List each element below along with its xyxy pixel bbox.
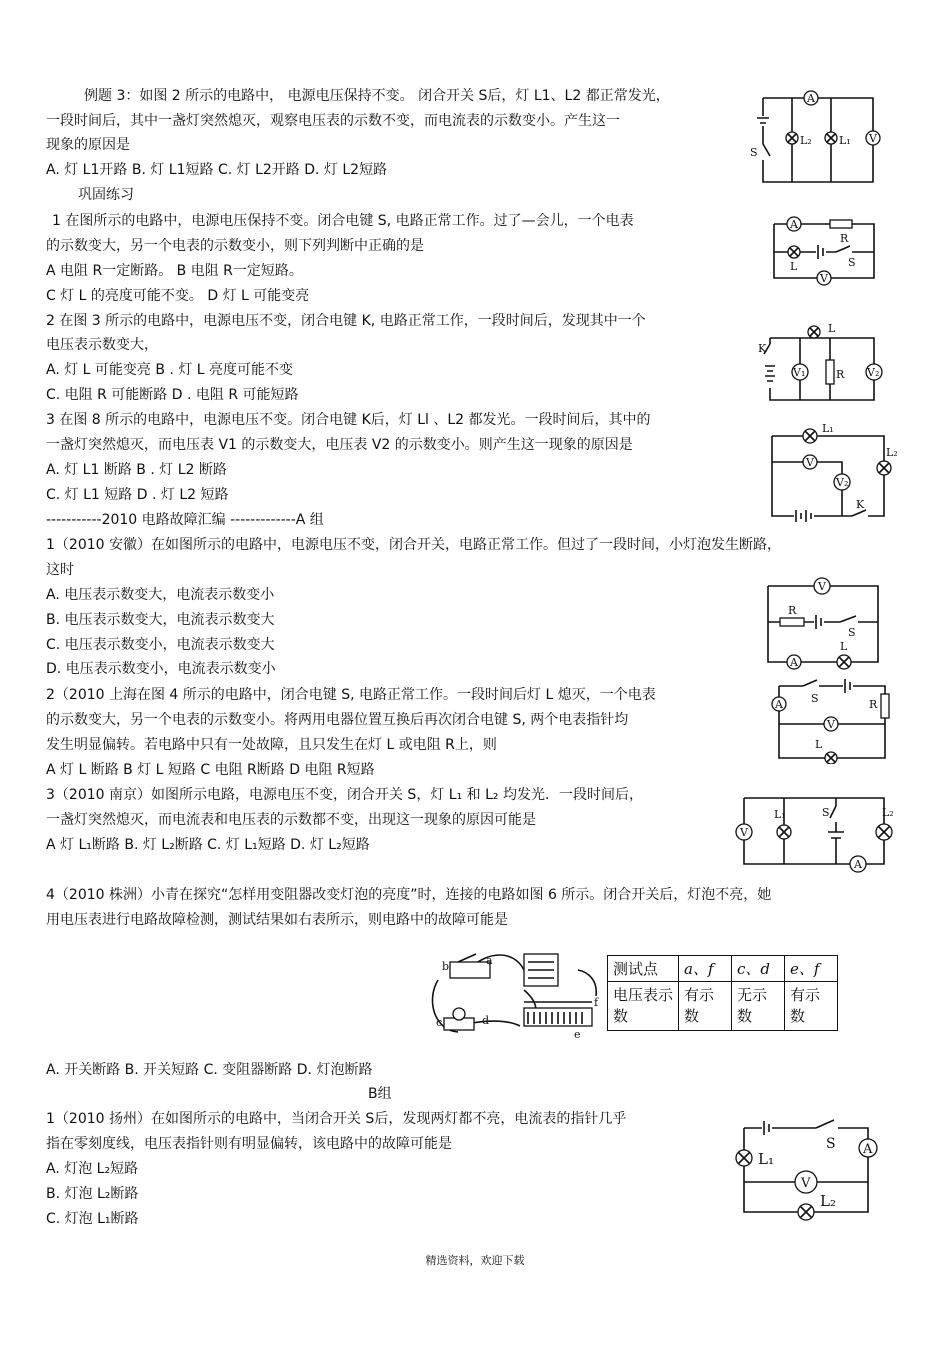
- circuit-diagram-a2: [765, 676, 895, 764]
- practice1-options-ab: A 电阻 R一定断路。 B 电阻 R一定短路。: [46, 263, 303, 279]
- circuit-diagram-a1: [760, 574, 886, 670]
- switch-label: S: [848, 626, 856, 639]
- table-row-label: 电压表示数: [608, 982, 679, 1031]
- ammeter-label: A: [790, 218, 798, 231]
- practice1-line1: 1 在图所示的电路中，电源电压保持不变。闭合电键 S, 电路正常工作。过了—会儿，一个电表: [52, 213, 634, 229]
- bulb-label: L₁: [822, 422, 834, 435]
- a1-line2: 这时: [46, 562, 74, 578]
- resistor-icon: [826, 360, 834, 384]
- voltmeter-label: V: [740, 826, 748, 839]
- ammeter-label: A: [863, 1142, 873, 1157]
- resistor-label: R: [840, 232, 849, 245]
- a2-line3: 发生明显偏转。若电路中只有一处故障，且只发生在灯 L 或电阻 R上，则: [46, 737, 497, 753]
- voltmeter-label: V₁: [793, 366, 806, 379]
- practice3-line2: 一盏灯突然熄灭，而电压表 V1 的示数变大，电压表 V2 的示数变小。则产生这一现象的原因是: [46, 437, 633, 453]
- circuit-photo-a4: [428, 940, 606, 1040]
- bulb-label: L₁: [839, 134, 851, 147]
- page-footer: 精选资料，欢迎下载: [425, 1254, 525, 1267]
- bulb-label: L: [790, 260, 798, 273]
- circuit-diagram-b1: [728, 1112, 888, 1224]
- bulb-label: L₂: [820, 1192, 836, 1210]
- ammeter-label: A: [775, 698, 783, 711]
- example3-line3: 现象的原因是: [46, 137, 130, 153]
- voltmeter-label: V₂: [836, 476, 849, 489]
- point-d-label: d: [482, 1014, 490, 1027]
- a1-option-b: B. 电压表示数变大，电流表示数变大: [46, 612, 275, 628]
- section-a-heading: -----------2010 电路故障汇编 -------------A 组: [46, 512, 324, 528]
- resistor-icon: [830, 220, 852, 228]
- table-header-cell: e、f: [785, 956, 838, 982]
- example3-line2: 一段时间后，其中一盏灯突然熄灭，观察电压表的示数不变，而电流表的示数变小。产生这一: [46, 113, 620, 129]
- resistor-icon: [780, 618, 804, 626]
- bulb-label: L: [815, 738, 823, 751]
- voltmeter-label: V: [869, 132, 877, 145]
- switch-icon: [450, 962, 490, 978]
- voltmeter-label: V: [801, 1176, 811, 1191]
- table-cell: 无示数: [732, 982, 785, 1031]
- point-e-label: e: [574, 1028, 581, 1040]
- bulb-label: L: [828, 322, 836, 335]
- voltmeter-label: V: [820, 272, 828, 285]
- a1-option-c: C. 电压表示数变小，电流表示数变大: [46, 637, 275, 653]
- table-header-cell: 测试点: [608, 956, 679, 982]
- switch-label: S: [811, 692, 819, 705]
- a2-line2: 的示数变大，另一个电表的示数变小。将两用电器位置互换后再次闭合电键 S, 两个电表指针均: [46, 712, 629, 728]
- switch-label: S: [848, 256, 856, 269]
- point-c-label: c: [436, 1016, 443, 1029]
- section-b-heading: B组: [368, 1086, 392, 1102]
- table-cell: 有示数: [785, 982, 838, 1031]
- practice2-line1: 2 在图 3 所示的电路中，电源电压不变，闭合电键 K, 电路正常工作，一段时间后，发现其中一个: [46, 313, 646, 329]
- a4-options: A. 开关断路 B. 开关短路 C. 变阻器断路 D. 灯泡断路: [46, 1062, 373, 1078]
- point-b-label: b: [442, 960, 450, 973]
- table-header-row: [608, 956, 838, 982]
- example3-line1: 例题 3：如图 2 所示的电路中， 电源电压保持不变。 闭合开关 S后，灯 L1、L2 都正常发光，: [84, 88, 670, 104]
- resistor-label: R: [788, 604, 797, 617]
- resistor-label: R: [869, 698, 878, 711]
- ammeter-label: A: [807, 92, 815, 105]
- bulb-label: L: [840, 640, 848, 653]
- practice3-line1: 3 在图 8 所示的电路中，电源电压不变。闭合电键 K后，灯 Ll 、L2 都发光。一段时间后，其中的: [46, 412, 651, 428]
- circuit-diagram-example3: [748, 88, 883, 188]
- point-a-label: a: [486, 954, 493, 967]
- table-header-cell: c、d: [732, 956, 785, 982]
- voltmeter-label: V: [827, 718, 835, 731]
- bulb-label: L₁: [758, 1150, 774, 1168]
- b1-option-c: C. 灯泡 L₁断路: [46, 1211, 139, 1227]
- b1-option-b: B. 灯泡 L₂断路: [46, 1186, 139, 1202]
- switch-label: S: [826, 1136, 836, 1152]
- switch-label: S: [822, 806, 830, 819]
- switch-label: S: [750, 146, 758, 159]
- a3-line2: 一盏灯突然熄灭，而电流表和电压表的示数都不变，出现这一现象的原因可能是: [46, 812, 536, 828]
- circuit-diagram-practice3: [764, 420, 904, 526]
- practice2-line2: 电压表示数变大，: [46, 337, 158, 353]
- practice1-options-cd: C 灯 L 的亮度可能不变。 D 灯 L 可能变亮: [46, 288, 310, 304]
- practice-heading: 巩固练习: [78, 187, 134, 203]
- practice2-options-ab: A. 灯 L 可能变亮 B . 灯 L 亮度可能不变: [46, 362, 294, 378]
- point-f-label: f: [594, 996, 599, 1009]
- a4-line2: 用电压表进行电路故障检测，测试结果如右表所示，则电路中的故障可能是: [46, 912, 508, 928]
- circuit-diagram-practice2: [756, 322, 886, 404]
- bulb-label: L₂: [800, 134, 812, 147]
- resistor-icon: [881, 694, 889, 718]
- bulb-label: L₂: [882, 806, 894, 819]
- a1-option-d: D. 电压表示数变小，电流表示数变小: [46, 661, 276, 677]
- a3-options: A 灯 L₁断路 B. 灯 L₂断路 C. 灯 L₁短路 D. 灯 L₂短路: [46, 837, 370, 853]
- switch-label: K: [856, 498, 865, 511]
- practice3-options-cd: C. 灯 L1 短路 D . 灯 L2 短路: [46, 487, 229, 503]
- voltmeter-label: V: [818, 580, 826, 593]
- a3-line1: 3（2010 南京）如图所示电路，电源电压不变，闭合开关 S，灯 L₁ 和 L₂ 均发光．一段时间后，: [46, 787, 643, 803]
- a2-line1: 2（2010 上海在图 4 所示的电路中，闭合电键 S, 电路正常工作。一段时间后灯 L 熄灭，一个电表: [46, 687, 656, 703]
- resistor-label: R: [836, 368, 845, 381]
- circuit-diagram-a3: [734, 792, 904, 874]
- table-cell: 有示数: [679, 982, 732, 1031]
- voltmeter-label: V₂: [867, 366, 880, 379]
- a1-line1: 1（2010 安徽）在如图所示的电路中，电源电压不变，闭合开关，电路正常工作。但过了一段时间，小灯泡发生断路，: [46, 537, 781, 553]
- practice3-options-ab: A. 灯 L1 断路 B . 灯 L2 断路: [46, 462, 227, 478]
- example3-options: A. 灯 L1开路 B. 灯 L1短路 C. 灯 L2开路 D. 灯 L2短路: [46, 162, 388, 178]
- ammeter-label: A: [854, 858, 862, 871]
- ammeter-label: A: [790, 656, 798, 669]
- practice1-line2: 的示数变大，另一个电表的示数变小，则下列判断中正确的是: [46, 238, 424, 254]
- bulb-label: L₂: [886, 446, 898, 459]
- b1-line2: 指在零刻度线，电压表指针则有明显偏转，该电路中的故障可能是: [46, 1136, 452, 1152]
- a2-options: A 灯 L 断路 B 灯 L 短路 C 电阻 R断路 D 电阻 R短路: [46, 762, 375, 778]
- practice2-options-cd: C. 电阻 R 可能断路 D . 电阻 R 可能短路: [46, 387, 299, 403]
- a1-option-a: A. 电压表示数变大，电流表示数变小: [46, 587, 275, 603]
- circuit-diagram-practice1: [766, 212, 886, 292]
- table-row: [608, 982, 838, 1031]
- table-header-cell: a、f: [679, 956, 732, 982]
- a4-line1: 4（2010 株洲）小青在探究“怎样用变阻器改变灯泡的亮度”时，连接的电路如图 6 所示。闭合开关后，灯泡不亮，她: [46, 887, 772, 903]
- switch-label: K: [758, 342, 767, 355]
- voltmeter-label: V: [806, 456, 814, 469]
- b1-option-a: A. 灯泡 L₂短路: [46, 1161, 139, 1177]
- test-result-table: [607, 955, 838, 1031]
- b1-line1: 1（2010 扬州）在如图所示的电路中，当闭合开关 S后，发现两灯都不亮，电流表的指针几乎: [46, 1111, 627, 1127]
- bulb-label: L₁: [774, 808, 786, 821]
